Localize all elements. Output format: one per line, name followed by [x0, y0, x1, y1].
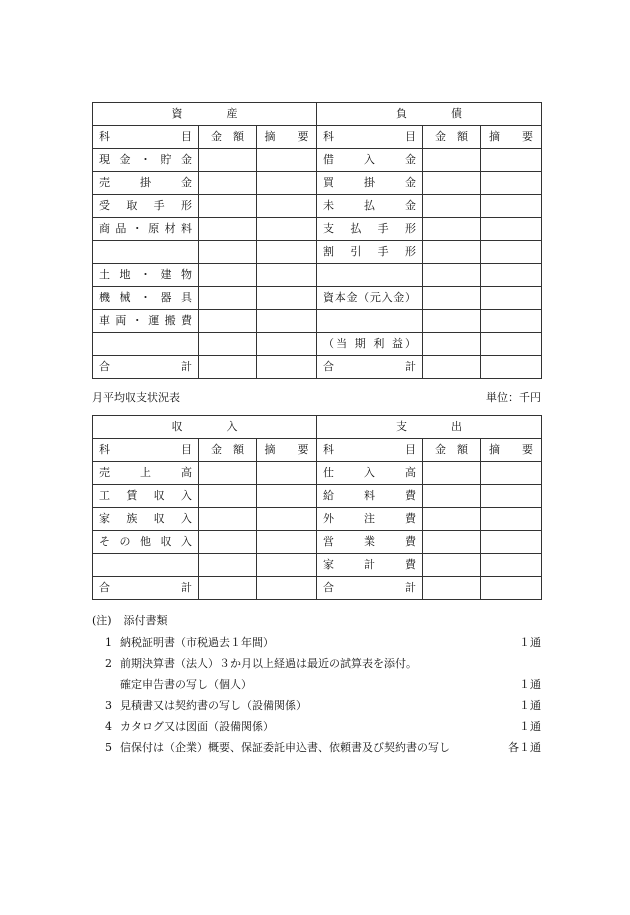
left-remarks-cell: [257, 149, 317, 172]
left-remarks-cell: [257, 172, 317, 195]
liabilities-header: 負 債: [317, 103, 542, 126]
right-amount-cell: [423, 195, 481, 218]
right-item-cell: 買 掛 金: [317, 172, 423, 195]
right-remarks-cell: [481, 310, 542, 333]
left-remarks-cell: [257, 356, 317, 379]
table-row: [93, 218, 542, 241]
right-amount-cell: [423, 310, 481, 333]
right-item-cell: 家 計 費: [317, 554, 423, 577]
right-remarks-cell: [481, 554, 542, 577]
left-item-cell: 家 族 収 入: [93, 508, 199, 531]
left-remarks-cell: [257, 310, 317, 333]
right-item-cell: 借 入 金: [317, 149, 423, 172]
left-amount-cell: [199, 264, 257, 287]
note-quantity: １通: [519, 636, 541, 649]
right-amount-cell: [423, 508, 481, 531]
assets-header: 資 産: [93, 103, 317, 126]
col-remarks-header: 摘 要: [481, 126, 542, 149]
note-item: [92, 716, 541, 737]
right-amount-cell: [423, 485, 481, 508]
table-row: [93, 554, 542, 577]
right-amount-cell: [423, 356, 481, 379]
right-remarks-cell: [481, 218, 542, 241]
table-row: [93, 241, 542, 264]
left-remarks-cell: [257, 333, 317, 356]
income-table: [92, 415, 542, 600]
col-remarks-header: 摘 要: [257, 439, 317, 462]
col-item-header: 科 目: [93, 439, 199, 462]
col-amount-header: 金 額: [199, 126, 257, 149]
col-item-header: 科 目: [317, 126, 423, 149]
note-item: [92, 695, 541, 716]
table-row: [93, 531, 542, 554]
note-number: 1: [105, 636, 112, 649]
right-item-cell: 合 計: [317, 356, 423, 379]
left-remarks-cell: [257, 577, 317, 600]
left-remarks-cell: [257, 218, 317, 241]
left-remarks-cell: [257, 195, 317, 218]
left-item-cell: 工 賃 収 入: [93, 485, 199, 508]
col-remarks-header: 摘 要: [257, 126, 317, 149]
expense-header: 支 出: [317, 416, 542, 439]
note-quantity: 各１通: [508, 741, 541, 754]
right-amount-cell: [423, 577, 481, 600]
note-item: [92, 737, 541, 758]
right-amount-cell: [423, 333, 481, 356]
left-remarks-cell: [257, 554, 317, 577]
note-number: 2: [105, 657, 112, 670]
left-item-cell: [93, 333, 199, 356]
note-number: [92, 674, 120, 695]
col-remarks-header: 摘 要: [481, 439, 542, 462]
left-item-cell: 売 掛 金: [93, 172, 199, 195]
balance-table: [92, 102, 542, 379]
right-item-cell: 給 料 費: [317, 485, 423, 508]
left-amount-cell: [199, 577, 257, 600]
right-item-cell: [317, 264, 423, 287]
table-row: [93, 356, 542, 379]
right-remarks-cell: [481, 287, 542, 310]
right-item-cell: 支 払 手 形: [317, 218, 423, 241]
right-amount-cell: [423, 218, 481, 241]
left-amount-cell: [199, 356, 257, 379]
right-amount-cell: [423, 264, 481, 287]
left-amount-cell: [199, 333, 257, 356]
note-number: 3: [105, 699, 112, 712]
right-remarks-cell: [481, 508, 542, 531]
note-text: 信保付は（企業）概要、保証委託申込書、依頼書及び契約書の写し: [120, 741, 450, 754]
note-text: 前期決算書（法人）３か月以上経過は最近の試算表を添付。: [120, 657, 417, 670]
caption-title: 月平均収支状況表: [92, 391, 180, 404]
notes-label: (注): [92, 614, 112, 627]
right-item-cell: 営 業 費: [317, 531, 423, 554]
note-quantity: １通: [519, 678, 541, 691]
notes-title-row: [92, 610, 541, 632]
col-amount-header: 金 額: [199, 439, 257, 462]
right-remarks-cell: [481, 172, 542, 195]
left-item-cell: そ の 他 収 入: [93, 531, 199, 554]
left-item-cell: 車両・運搬費: [93, 310, 199, 333]
right-remarks-cell: [481, 149, 542, 172]
left-amount-cell: [199, 310, 257, 333]
left-item-cell: 現 金 ・ 貯 金: [93, 149, 199, 172]
col-amount-header: 金 額: [423, 439, 481, 462]
left-remarks-cell: [257, 508, 317, 531]
right-amount-cell: [423, 241, 481, 264]
right-remarks-cell: [481, 485, 542, 508]
right-item-cell: [317, 310, 423, 333]
col-amount-header: 金 額: [423, 126, 481, 149]
table-row: [93, 462, 542, 485]
left-remarks-cell: [257, 287, 317, 310]
attachment-notes: [92, 610, 541, 758]
left-remarks-cell: [257, 241, 317, 264]
note-text: 納税証明書（市税過去１年間）: [120, 636, 274, 649]
right-item-cell: 資本金（元入金）: [317, 287, 423, 310]
left-amount-cell: [199, 149, 257, 172]
right-remarks-cell: [481, 356, 542, 379]
right-remarks-cell: [481, 264, 542, 287]
table-row: [93, 577, 542, 600]
right-amount-cell: [423, 149, 481, 172]
right-amount-cell: [423, 531, 481, 554]
left-amount-cell: [199, 287, 257, 310]
left-item-cell: 合 計: [93, 356, 199, 379]
table-row: [93, 149, 542, 172]
right-amount-cell: [423, 554, 481, 577]
note-quantity: １通: [519, 720, 541, 733]
right-amount-cell: [423, 287, 481, 310]
left-amount-cell: [199, 508, 257, 531]
note-quantity: １通: [519, 699, 541, 712]
left-amount-cell: [199, 172, 257, 195]
income-caption: [92, 388, 541, 406]
left-amount-cell: [199, 241, 257, 264]
left-amount-cell: [199, 531, 257, 554]
left-remarks-cell: [257, 485, 317, 508]
left-amount-cell: [199, 462, 257, 485]
caption-unit: 単位：千円: [486, 391, 541, 404]
left-item-cell: 合 計: [93, 577, 199, 600]
right-remarks-cell: [481, 195, 542, 218]
right-remarks-cell: [481, 241, 542, 264]
left-remarks-cell: [257, 531, 317, 554]
table-row: [93, 195, 542, 218]
left-amount-cell: [199, 218, 257, 241]
table-row: [93, 485, 542, 508]
col-item-header: 科 目: [317, 439, 423, 462]
left-item-cell: [93, 241, 199, 264]
table-row: [93, 508, 542, 531]
left-amount-cell: [199, 195, 257, 218]
notes-title: 添付書類: [123, 614, 168, 627]
table-row: [93, 333, 542, 356]
right-amount-cell: [423, 172, 481, 195]
left-amount-cell: [199, 554, 257, 577]
right-remarks-cell: [481, 531, 542, 554]
table-row: [93, 287, 542, 310]
table-row: [93, 172, 542, 195]
table-row: [93, 310, 542, 333]
note-item: [92, 674, 541, 695]
note-item: [92, 632, 541, 653]
right-remarks-cell: [481, 333, 542, 356]
note-number: 4: [105, 720, 112, 733]
left-item-cell: 機 械 ・ 器 具: [93, 287, 199, 310]
left-item-cell: 商品・原材料: [93, 218, 199, 241]
note-text: 確定申告書の写し（個人）: [120, 678, 252, 691]
right-remarks-cell: [481, 462, 542, 485]
col-item-header: 科 目: [93, 126, 199, 149]
right-remarks-cell: [481, 577, 542, 600]
right-item-cell: 未 払 金: [317, 195, 423, 218]
left-remarks-cell: [257, 462, 317, 485]
right-item-cell: 外 注 費: [317, 508, 423, 531]
note-text: 見積書又は契約書の写し（設備関係）: [120, 699, 307, 712]
right-item-cell: （当 期 利 益）: [317, 333, 423, 356]
note-number: 5: [105, 741, 112, 754]
left-item-cell: [93, 554, 199, 577]
left-item-cell: 受 取 手 形: [93, 195, 199, 218]
left-amount-cell: [199, 485, 257, 508]
left-item-cell: 売 上 高: [93, 462, 199, 485]
note-item: [92, 653, 541, 674]
income-header: 収 入: [93, 416, 317, 439]
left-remarks-cell: [257, 264, 317, 287]
right-item-cell: 仕 入 高: [317, 462, 423, 485]
left-item-cell: 土 地 ・ 建 物: [93, 264, 199, 287]
right-item-cell: 割 引 手 形: [317, 241, 423, 264]
right-item-cell: 合 計: [317, 577, 423, 600]
note-text: カタログ又は図面（設備関係）: [120, 720, 274, 733]
table-row: [93, 264, 542, 287]
right-amount-cell: [423, 462, 481, 485]
